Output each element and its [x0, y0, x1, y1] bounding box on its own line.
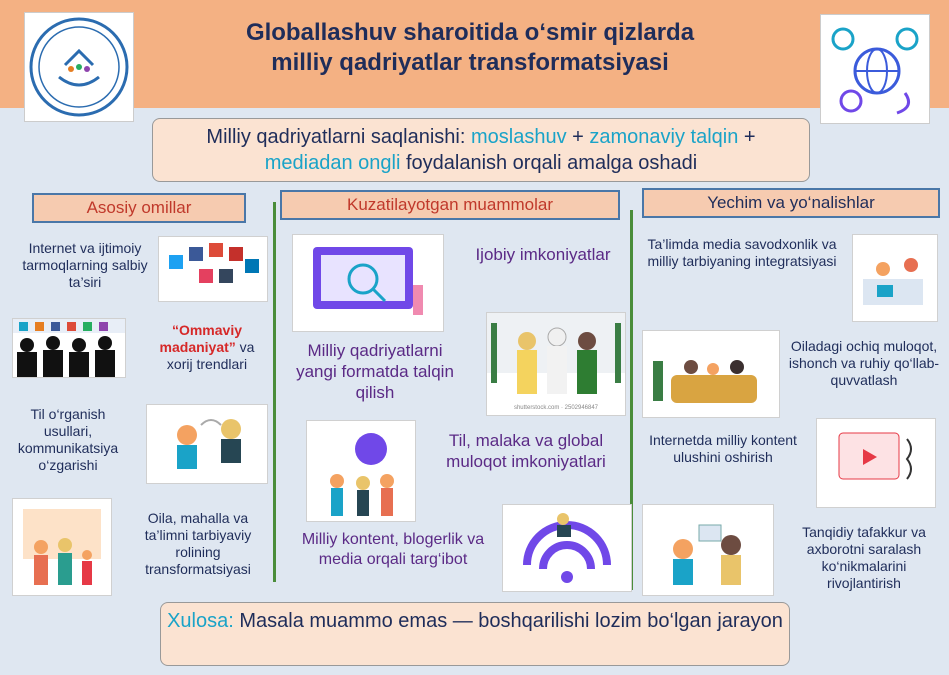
- statement-plus-1: +: [566, 126, 590, 148]
- wifi-people-image: [502, 504, 632, 592]
- section-header-solutions: Yechim va yo‘nalishlar: [642, 188, 940, 218]
- solution-media-literacy: Ta’limda media savodxonlik va milliy tarbiyaning integratsiyasi: [647, 236, 837, 269]
- communication-people-image: [146, 404, 268, 484]
- conclusion-text: Masala muammo emas — boshqarilishi lozim bo‘lgan jarayon: [233, 610, 783, 632]
- conclusion-box: [160, 602, 790, 666]
- stock-watermark: shutterstock.com · 2502946847: [513, 405, 599, 411]
- content-creators-image: [306, 420, 416, 522]
- conclusion-label: Xulosa:: [167, 610, 234, 632]
- statement-modern-interpretation: zamonaviy talqin: [589, 126, 739, 148]
- statement-part-end: foydalanish orqali amalga oshadi: [400, 152, 698, 174]
- positive-opportunities-heading: Ijobiy imkoniyatlar: [475, 245, 611, 264]
- solution-family-communication: Oiladagi ochiq muloqot, ishonch va ruhiy qo‘llab-quvvatlash: [788, 338, 940, 388]
- critical-thinking-image: [642, 504, 774, 596]
- online-content-image: [816, 418, 936, 508]
- title-line-1: Globallashuv sharoitida o‘smir qizlarda: [245, 19, 695, 46]
- section-header-observed-problems: Kuzatilayotgan muammolar: [280, 190, 620, 220]
- organization-logo: [24, 12, 134, 122]
- social-media-icons-image: [158, 236, 268, 302]
- solution-critical-thinking: Tanqidiy tafakkur va axborotni saralash ko‘nikmalarini rivojlantirish: [802, 524, 926, 591]
- statement-adaptation: moslashuv: [470, 126, 567, 148]
- factor-internet-social: Internet va ijtimoiy tarmoqlarning salbiy ta’siri: [22, 240, 148, 290]
- statement-plus-2: +: [738, 126, 756, 148]
- factor-mass-culture: [146, 322, 268, 373]
- title-line-2: milliy qadriyatlar transformatsiyasi: [271, 49, 669, 76]
- column-divider-left: [273, 202, 276, 582]
- opportunity-new-format: Milliy qadriyatlarni yangi formatda talqin qilish: [296, 341, 454, 402]
- students-image: [486, 312, 626, 416]
- learning-child-image: [852, 234, 938, 322]
- statement-part-1: Milliy qadriyatlarni saqlanishi:: [206, 126, 471, 148]
- opportunity-language-global: Til, malaka va global muloqot imkoniyatlari: [446, 431, 606, 471]
- factor-language-communication: Til o‘rganish usullari, kommunikatsiya o‘zgarishi: [17, 406, 119, 473]
- data-analysis-image: [292, 234, 444, 332]
- global-network-icon: [820, 14, 930, 124]
- page-title: [150, 18, 790, 78]
- mass-culture-rest: va xorij trendlari: [166, 339, 255, 372]
- crowd-silhouettes-image: [12, 318, 126, 378]
- opportunity-national-content: Milliy kontent, blogerlik va media orqali targ‘ibot: [301, 531, 485, 568]
- key-statement-box: [152, 118, 810, 182]
- statement-media-conscious: mediadan ongli: [264, 152, 401, 174]
- section-header-key-factors: Asosiy omillar: [32, 193, 246, 223]
- mass-culture-highlight: “Ommaviy madaniyat”: [159, 322, 243, 355]
- solution-national-content-share: Internetda milliy kontent ulushini oshirish: [649, 432, 797, 465]
- family-sofa-image: [642, 330, 780, 418]
- factor-family-community-education: Oila, mahalla va ta’limni tarbiyaviy rolining transformatsiyasi: [144, 510, 252, 577]
- family-image: [12, 498, 112, 596]
